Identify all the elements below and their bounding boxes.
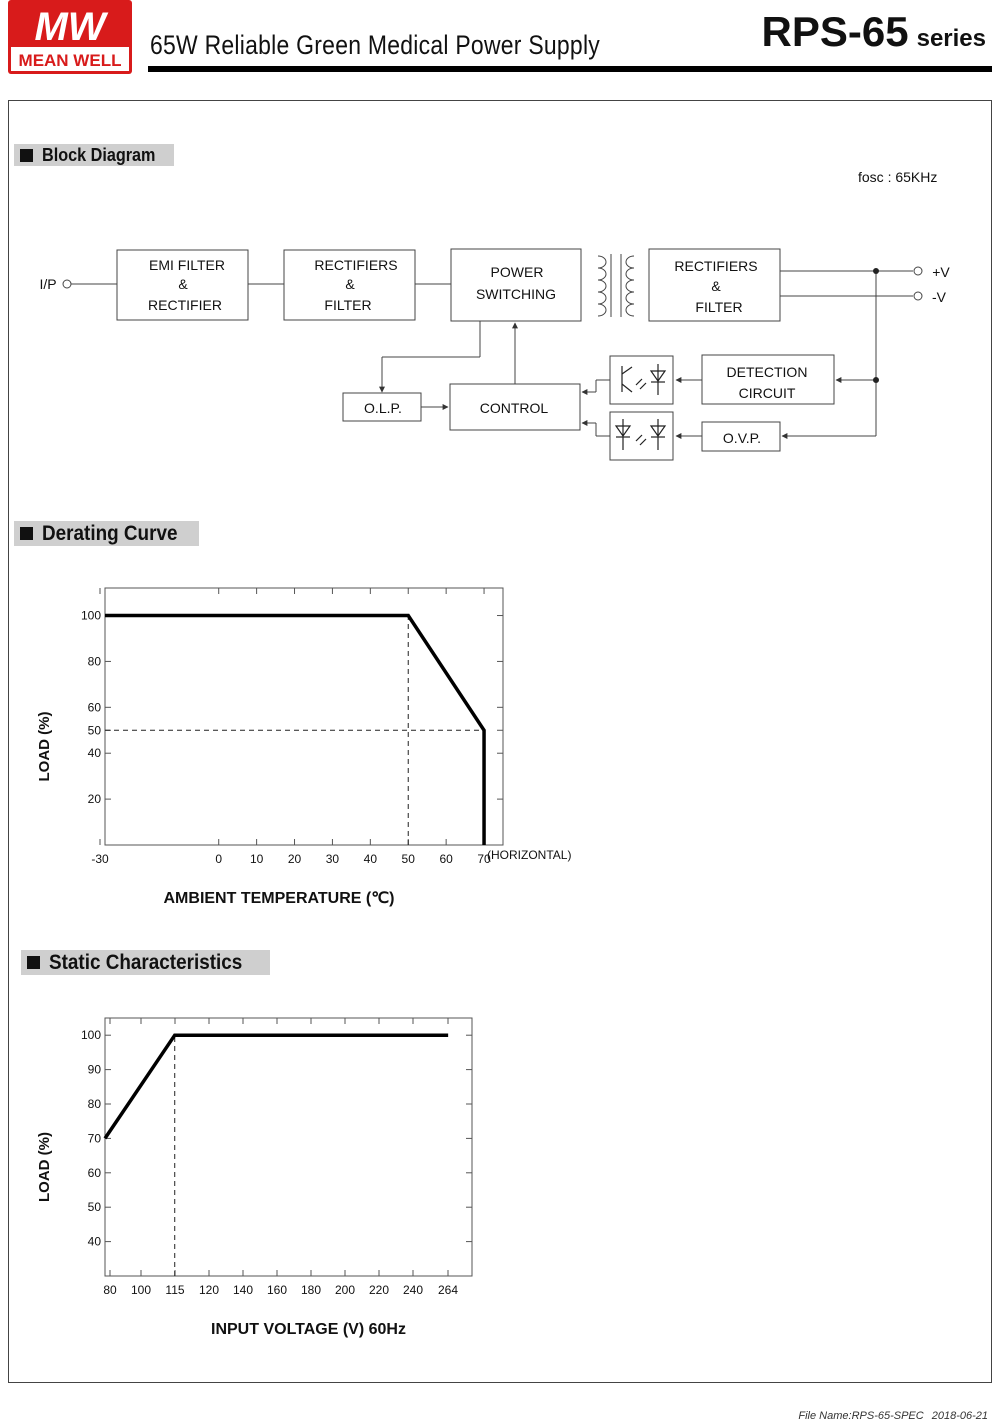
x-tick-label: 0 <box>215 852 223 866</box>
x-tick-label: 40 <box>363 852 378 866</box>
x-axis-label: INPUT VOLTAGE (V) 60Hz <box>211 1321 406 1338</box>
emi-label-line1: EMI FILTER <box>149 257 225 273</box>
y-tick-label: 20 <box>87 792 101 807</box>
static-chart <box>0 1000 620 1350</box>
x-tick-label: 50 <box>401 852 415 866</box>
rect2-label-line3: FILTER <box>695 299 743 315</box>
y-tick-label: 40 <box>87 746 101 761</box>
x-tick-label: 240 <box>402 1283 424 1297</box>
section-heading-block-diagram: Block Diagram <box>14 144 174 166</box>
plot-frame <box>105 588 503 845</box>
detection-label-line2: CIRCUIT <box>738 385 796 401</box>
control-label: CONTROL <box>479 400 549 416</box>
x-tick-label: 30 <box>325 852 340 866</box>
x-tick-label: 80 <box>103 1283 117 1297</box>
y-tick-label: 60 <box>87 700 101 715</box>
y-axis-label: LOAD (%) <box>36 1132 53 1202</box>
y-tick-label: 60 <box>87 1165 101 1180</box>
derating-chart <box>0 570 620 920</box>
series-line <box>105 1035 448 1138</box>
section-heading-static-characteristics: Static Characteristics <box>21 950 270 975</box>
x-tick-label: 160 <box>266 1283 288 1297</box>
section-heading-derating-curve: Derating Curve <box>14 521 199 546</box>
x-tick-label: 20 <box>287 852 302 866</box>
power-label-line1: POWER <box>490 264 544 280</box>
y-tick-label: 80 <box>87 1097 101 1111</box>
x-tick-label: 220 <box>368 1283 390 1297</box>
block-power-switching <box>451 249 581 321</box>
x-tick-label: -30 <box>91 852 109 866</box>
document-title: 65W Reliable Green Medical Power Supply <box>150 30 601 60</box>
y-axis-label: LOAD (%) <box>36 711 53 782</box>
y-tick-label: 80 <box>87 654 101 669</box>
olp-label: O.L.P. <box>364 400 402 416</box>
bullet-square-icon <box>20 527 33 540</box>
y-tick-label: 100 <box>80 608 101 623</box>
detection-label-line1: DETECTION <box>726 364 808 380</box>
rect2-label-line2: & <box>711 278 721 294</box>
rect1-label-line2: & <box>345 276 355 292</box>
y-tick-label: 50 <box>87 723 101 738</box>
y-tick-label: 50 <box>87 1200 101 1215</box>
x-tick-label: 120 <box>198 1283 220 1297</box>
power-label-line2: SWITCHING <box>475 286 557 302</box>
x-tick-label: 200 <box>334 1283 356 1297</box>
x-tick-label: 100 <box>130 1283 152 1297</box>
x-axis-note: (HORIZONTAL) <box>487 848 572 862</box>
y-tick-label: 70 <box>87 1131 101 1146</box>
block-diagram <box>0 220 1000 470</box>
y-tick-label: 100 <box>80 1028 101 1043</box>
emi-label-line3: RECTIFIER <box>148 297 222 313</box>
series-title <box>762 8 986 56</box>
x-tick-label: 264 <box>437 1283 459 1297</box>
x-tick-label: 10 <box>249 852 264 866</box>
series-word: series <box>916 25 986 52</box>
output-positive-label: +V <box>932 264 950 280</box>
x-tick-label: 115 <box>165 1283 185 1297</box>
emi-label-line2: & <box>178 276 188 292</box>
x-tick-label: 60 <box>439 852 453 866</box>
model-number: RPS-65 <box>761 8 909 55</box>
header-rule <box>148 66 992 72</box>
file-name: File Name:RPS-65-SPEC <box>798 1410 924 1422</box>
input-label: I/P <box>39 276 57 292</box>
y-tick-label: 90 <box>87 1062 101 1077</box>
x-tick-label: 140 <box>232 1283 254 1297</box>
x-tick-label: 180 <box>300 1283 322 1297</box>
rect1-label-line3: FILTER <box>324 297 372 313</box>
ovp-label: O.V.P. <box>722 430 762 446</box>
rect2-label-line1: RECTIFIERS <box>674 258 758 274</box>
output-negative-label: -V <box>932 289 946 305</box>
rect1-label-line1: RECTIFIERS <box>314 257 398 273</box>
fosc-label: fosc : 65KHz <box>858 169 938 185</box>
bullet-square-icon <box>20 149 33 162</box>
mean-well-logo <box>8 0 132 74</box>
svg-text:MW: MW <box>34 5 106 49</box>
x-tick-label: 70 <box>477 852 491 866</box>
svg-text:MEAN WELL: MEAN WELL <box>18 51 122 70</box>
bullet-square-icon <box>27 956 40 969</box>
y-tick-label: 40 <box>87 1234 101 1249</box>
file-date: 2018-06-21 <box>931 1410 988 1422</box>
footer-file-info <box>798 1410 988 1422</box>
x-axis-label: AMBIENT TEMPERATURE (℃) <box>163 890 395 907</box>
